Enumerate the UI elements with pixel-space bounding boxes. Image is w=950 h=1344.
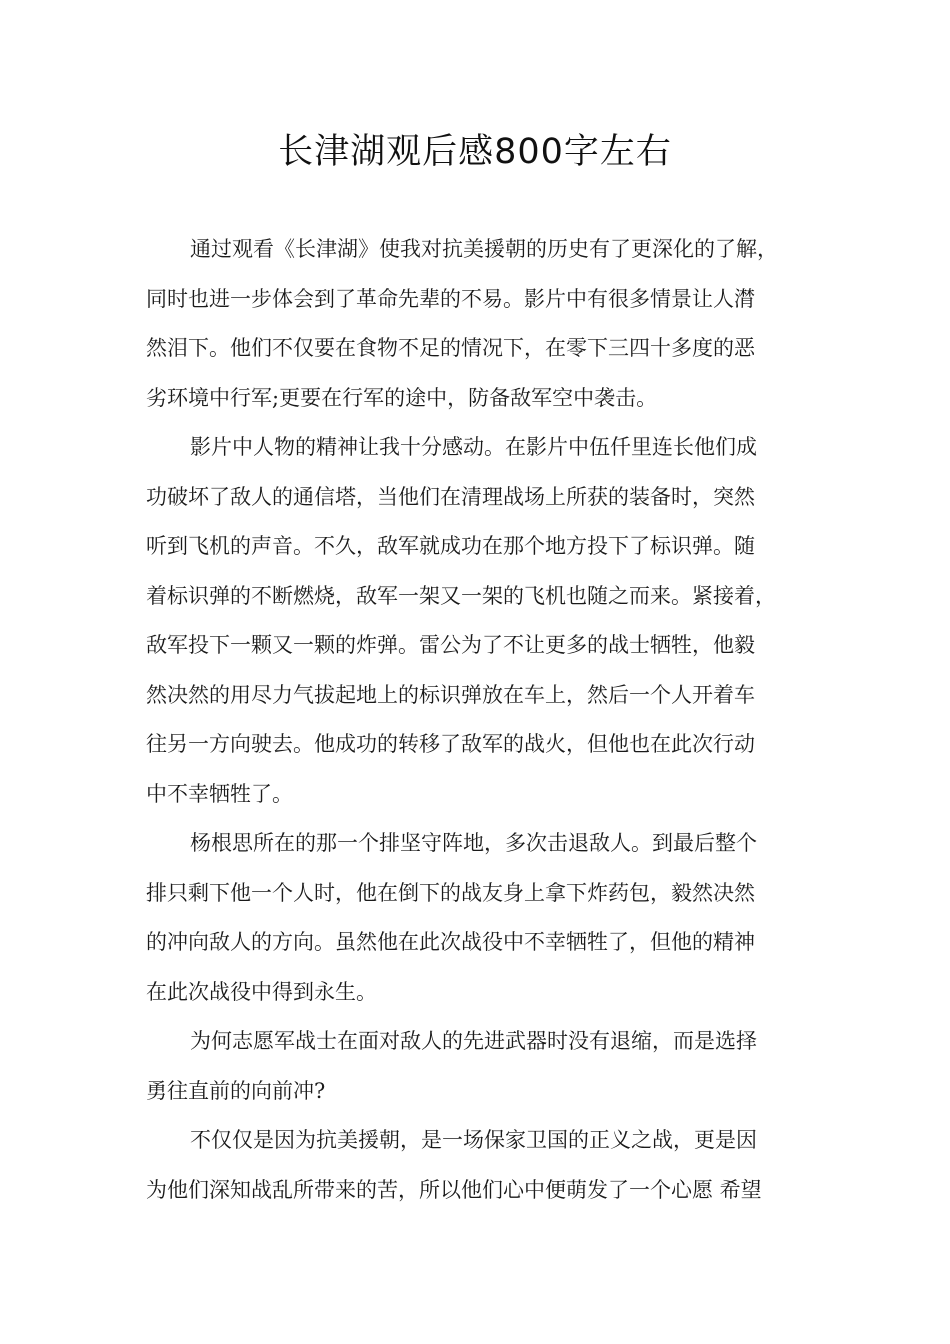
paragraph-2-line-6: 然决然的用尽力气拔起地上的标识弹放在车上，然后一个人开着车 bbox=[146, 682, 755, 707]
paragraph-5-line-2: 为他们深知战乱所带来的苦，所以他们心中便萌发了一个心愿 希望 bbox=[146, 1177, 762, 1202]
paragraph-1-line-1: 通过观看《长津湖》使我对抗美援朝的历史有了更深化的了解， bbox=[190, 237, 778, 261]
paragraph-2-line-7: 往另一方向驶去。他成功的转移了敌军的战火，但他也在此次行动 bbox=[146, 732, 755, 756]
paragraph-2-line-4: 着标识弹的不断燃烧，敌军一架又一架的飞机也随之而来。紧接着， bbox=[146, 583, 776, 608]
paragraph-3-line-2: 排只剩下他一个人时，他在倒下的战友身上拿下炸药包，毅然决然 bbox=[146, 880, 755, 905]
paragraph-4-line-1: 为何志愿军战士在面对敌人的先进武器时没有退缩，而是选择 bbox=[190, 1029, 757, 1053]
paragraph-1-line-3: 然泪下。他们不仅要在食物不足的情况下，在零下三四十多度的恶 bbox=[146, 336, 755, 360]
paragraph-3-line-3: 的冲向敌人的方向。虽然他在此次战役中不幸牺牲了，但他的精神 bbox=[146, 930, 755, 954]
paragraph-5-line-1: 不仅仅是因为抗美援朝，是一场保家卫国的正义之战，更是因 bbox=[190, 1128, 757, 1152]
paragraph-2-line-2: 功破坏了敌人的通信塔，当他们在清理战场上所获的装备时，突然 bbox=[146, 484, 755, 509]
paragraph-3-line-1: 杨根思所在的那一个排坚守阵地，多次击退敌人。到最后整个 bbox=[190, 831, 757, 855]
page-title: 长津湖观后感800字左右 bbox=[278, 132, 672, 172]
paragraph-1-line-4: 劣环境中行军;更要在行军的途中，防备敌军空中袭击。 bbox=[146, 385, 658, 410]
document-body bbox=[146, 225, 832, 1215]
paragraph-2-line-3: 听到飞机的声音。不久，敌军就成功在那个地方投下了标识弹。随 bbox=[146, 534, 755, 558]
paragraph-1-line-2: 同时也进一步体会到了革命先辈的不易。影片中有很多情景让人潸 bbox=[146, 286, 755, 311]
paragraph-2-line-1: 影片中人物的精神让我十分感动。在影片中伍仟里连长他们成 bbox=[190, 435, 757, 459]
paragraph-3-line-4: 在此次战役中得到永生。 bbox=[146, 979, 377, 1004]
paragraph-2-line-5: 敌军投下一颗又一颗的炸弹。雷公为了不让更多的战士牺牲，他毅 bbox=[146, 633, 755, 657]
paragraph-2-line-8: 中不幸牺牲了。 bbox=[146, 781, 293, 806]
paragraph-4-line-2: 勇往直前的向前冲? bbox=[146, 1078, 326, 1103]
